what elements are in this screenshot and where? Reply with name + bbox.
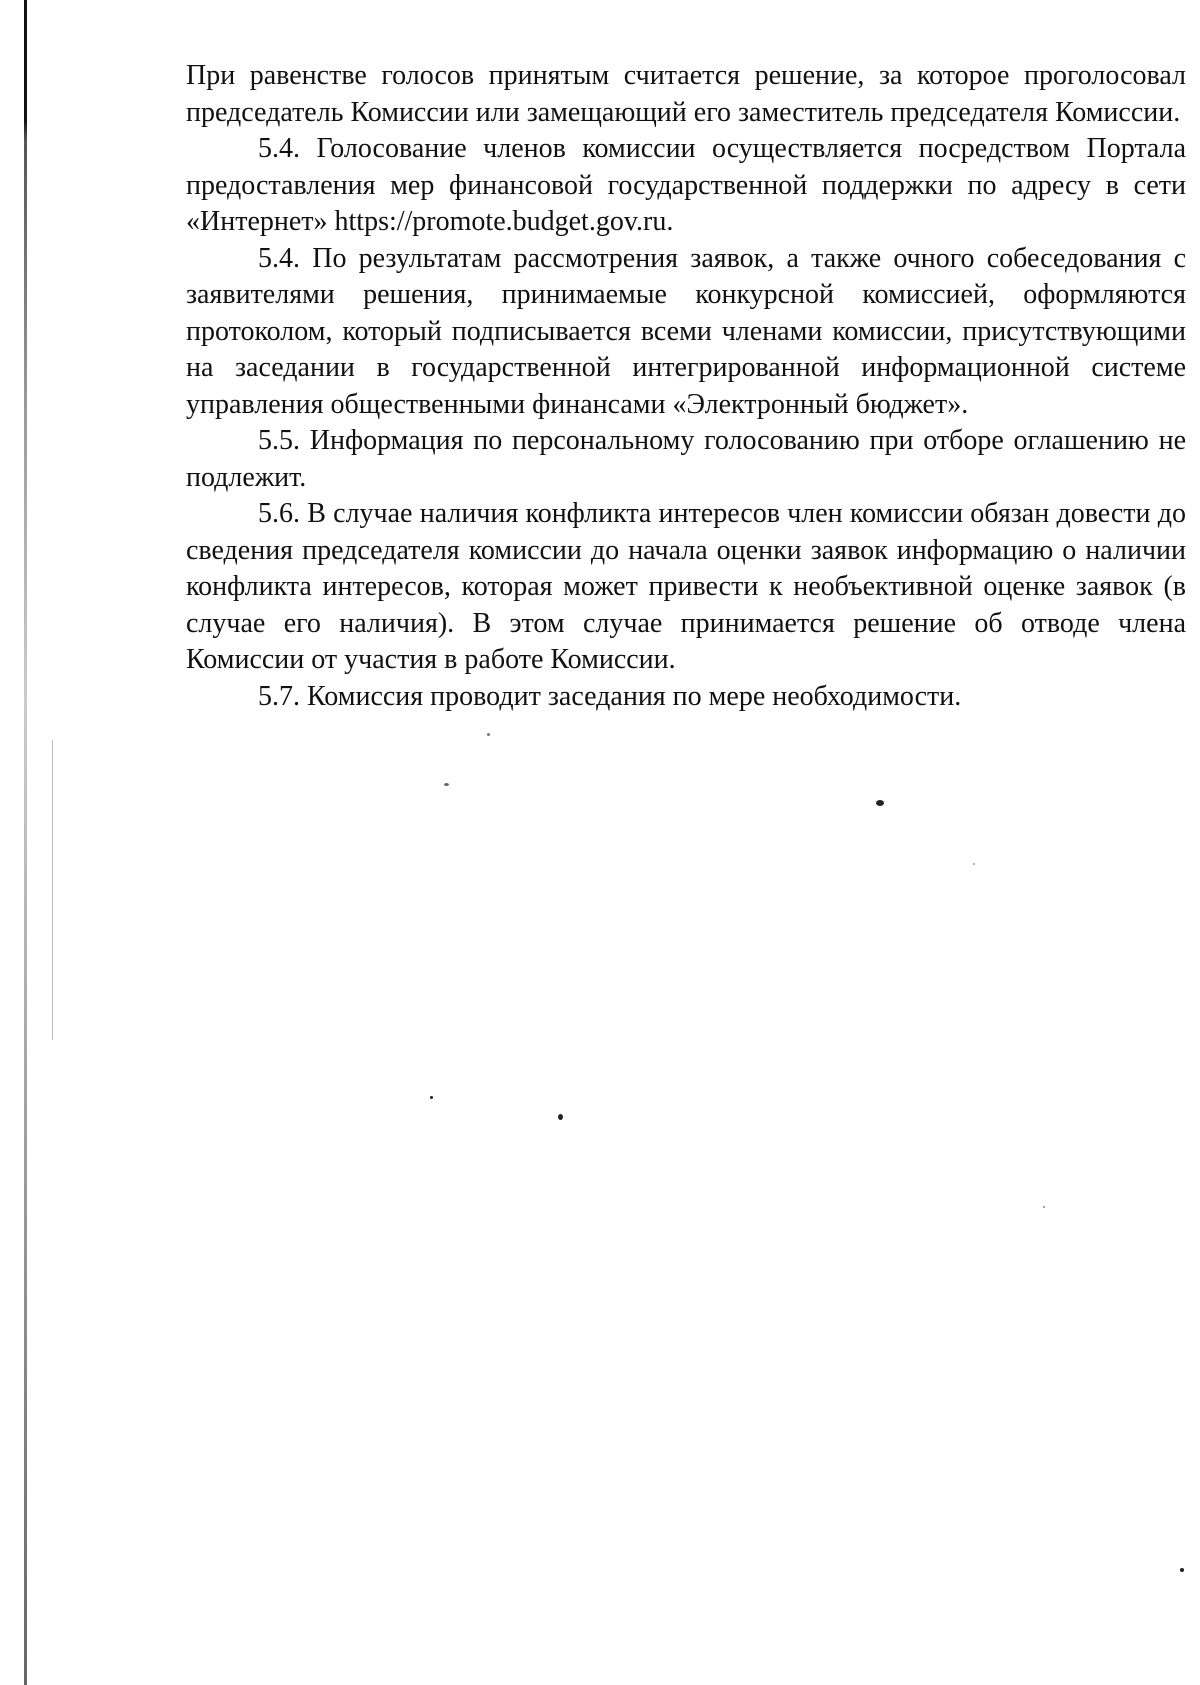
scan-speck [1180, 1568, 1184, 1572]
scan-speck [444, 783, 449, 786]
scan-shadow-line [52, 740, 53, 1040]
scan-speck [430, 1096, 433, 1099]
scan-speck [487, 733, 490, 736]
scan-speck [876, 800, 884, 806]
scan-left-edge-line [24, 0, 27, 1685]
paragraph-5-7-meetings: 5.7. Комиссия проводит заседания по мере необходимости. [258, 680, 962, 712]
paragraph-5-4-results-protocol: 5.4. По результатам рассмотрения заявок, а также очного собеседования с заявителями решения, принимаемые конкурсной комиссией, оформляются протоколом, который подписывается всеми членами комиссии, присутствующими на заседании в государственной интегрированной информационной системе управления общественными финансами «Электронный бюджет». [186, 242, 1186, 420]
paragraph-5-5-voting-info: 5.5. Информация по персональному голосованию при отборе оглашению не подлежит. [186, 425, 1186, 493]
paragraph-5-4-voting-portal: 5.4. Голосование членов комиссии осуществляется посредством Портала предоставления мер финансовой государственной поддержки по адресу в сети «Интернет» https://promote.budget.gov.ru. [186, 133, 1186, 237]
paragraph-tie-vote: При равенстве голосов принятым считается решение, за которое проголосовал председатель Комиссии или замещающий его заместитель председателя Комиссии. [186, 60, 1186, 128]
scan-speck [973, 863, 975, 865]
scan-speck [1043, 1206, 1045, 1208]
document-body [186, 58, 1186, 715]
scan-speck [558, 1114, 563, 1120]
paragraph-5-6-conflict-of-interest: 5.6. В случае наличия конфликта интересов член комиссии обязан довести до сведения председателя комиссии до начала оценки заявок информацию о наличии конфликта интересов, которая может привести к необъективной оценке заявок (в случае его наличия). В этом случае принимается решение об отводе члена Комиссии от участия в работе Комиссии. [186, 498, 1186, 675]
